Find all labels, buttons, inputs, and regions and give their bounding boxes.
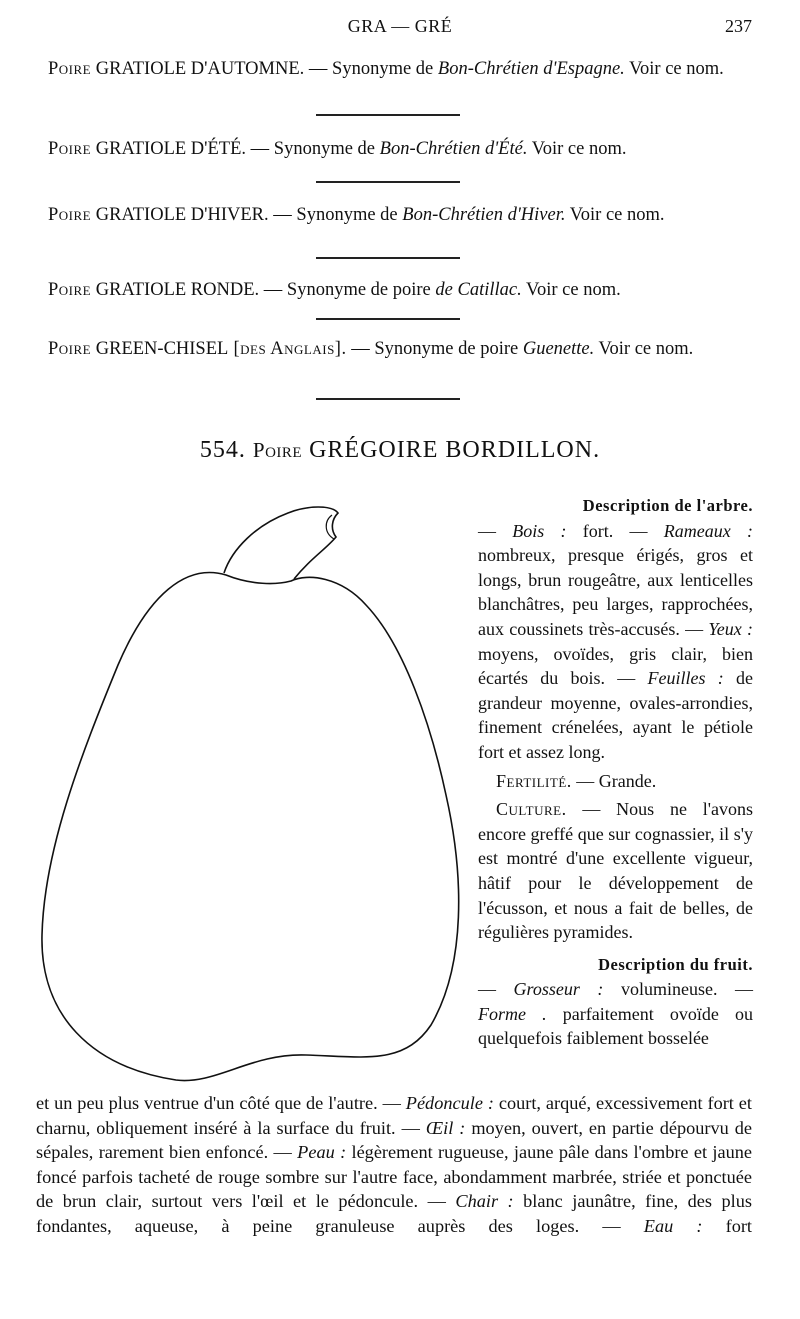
entry-gratiole-ete: Poire GRATIOLE D'ÉTÉ. — Synonyme de Bon-Chrétien d'Été. Voir ce nom. <box>48 139 627 159</box>
running-head: GRA — GRÉ <box>347 16 453 36</box>
tree-heading: Description de l'arbre. <box>582 496 753 515</box>
page-header <box>0 16 800 42</box>
page-number: 237 <box>725 16 752 36</box>
pear-illustration <box>36 505 476 1095</box>
divider-rule <box>316 257 460 259</box>
fruit-text-continued: et un peu plus ventrue d'un côté que de l'autre. — Pédoncule : court, arqué, excessivement fort et charnu, obliquement inséré à la surface du fruit. — Œil : moyen, ouvert, en partie dépourvu de sépales, rarement bien enfoncé. — Peau : légèrement rugueuse, jaune pâle dans l'ombre et jaune foncé parfois tacheté de rouge sombre sur l'autre face, abondamment marbrée, striée et ponctuée de brun clair, surtout vers l'œil et le pédoncule. — Chair : blanc jaunâtre, fine, des plus fondantes, aqueuse, à peine granuleuse auprès des loges. — Eau : fort <box>36 1093 753 1236</box>
entry-gratiole-automne: Poire GRATIOLE D'AUTOMNE. — Synonyme de Bon-Chrétien d'Espagne. Voir ce nom. <box>48 59 724 79</box>
tree-description <box>478 494 753 1051</box>
tree-text: — Bois : fort. — Rameaux : nombreux, presque érigés, gros et longs, brun rougeâtre, aux lenticelles blanchâtres, peu larges, rapprochées, aux coussinets très-accusés. — Yeux : moyens, ovoïdes, gris clair, bien écartés du bois. — Feuilles : de grandeur moyenne, ovales-arrondies, finement crénelées, ayant le pétiole fort et assez long. <box>478 520 754 762</box>
divider-rule <box>316 114 460 116</box>
fruit-text-start: — Grosseur : volumineuse. — Forme . parfaitement ovoïde ou quelquefois faiblement bosselée <box>478 979 753 1049</box>
fertilite-text: Fertilité. — Grande. <box>496 770 657 791</box>
variety-title: 554. Poire GRÉGOIRE BORDILLON. <box>199 437 601 463</box>
culture-text: Culture. — Nous ne l'avons encore greffé que sur cognassier, il s'y est montré d'une excellente vigueur, hâtif pour le développement de l'écusson, et nous a fait de belles, de régulières pyramides. <box>478 799 753 943</box>
divider-rule <box>316 398 460 400</box>
entry-green-chisel: Poire GREEN-CHISEL [des Anglais]. — Synonyme de poire Guenette. Voir ce nom. <box>48 339 694 359</box>
fruit-heading: Description du fruit. <box>598 954 753 974</box>
pear-outline <box>42 573 459 1081</box>
divider-rule <box>316 181 460 183</box>
entry-gratiole-hiver: Poire GRATIOLE D'HIVER. — Synonyme de Bon-Chrétien d'Hiver. Voir ce nom. <box>48 205 665 225</box>
pear-stem <box>224 507 338 579</box>
entry-gratiole-ronde: Poire GRATIOLE RONDE. — Synonyme de poire de Catillac. Voir ce nom. <box>48 280 621 300</box>
divider-rule <box>316 318 460 320</box>
